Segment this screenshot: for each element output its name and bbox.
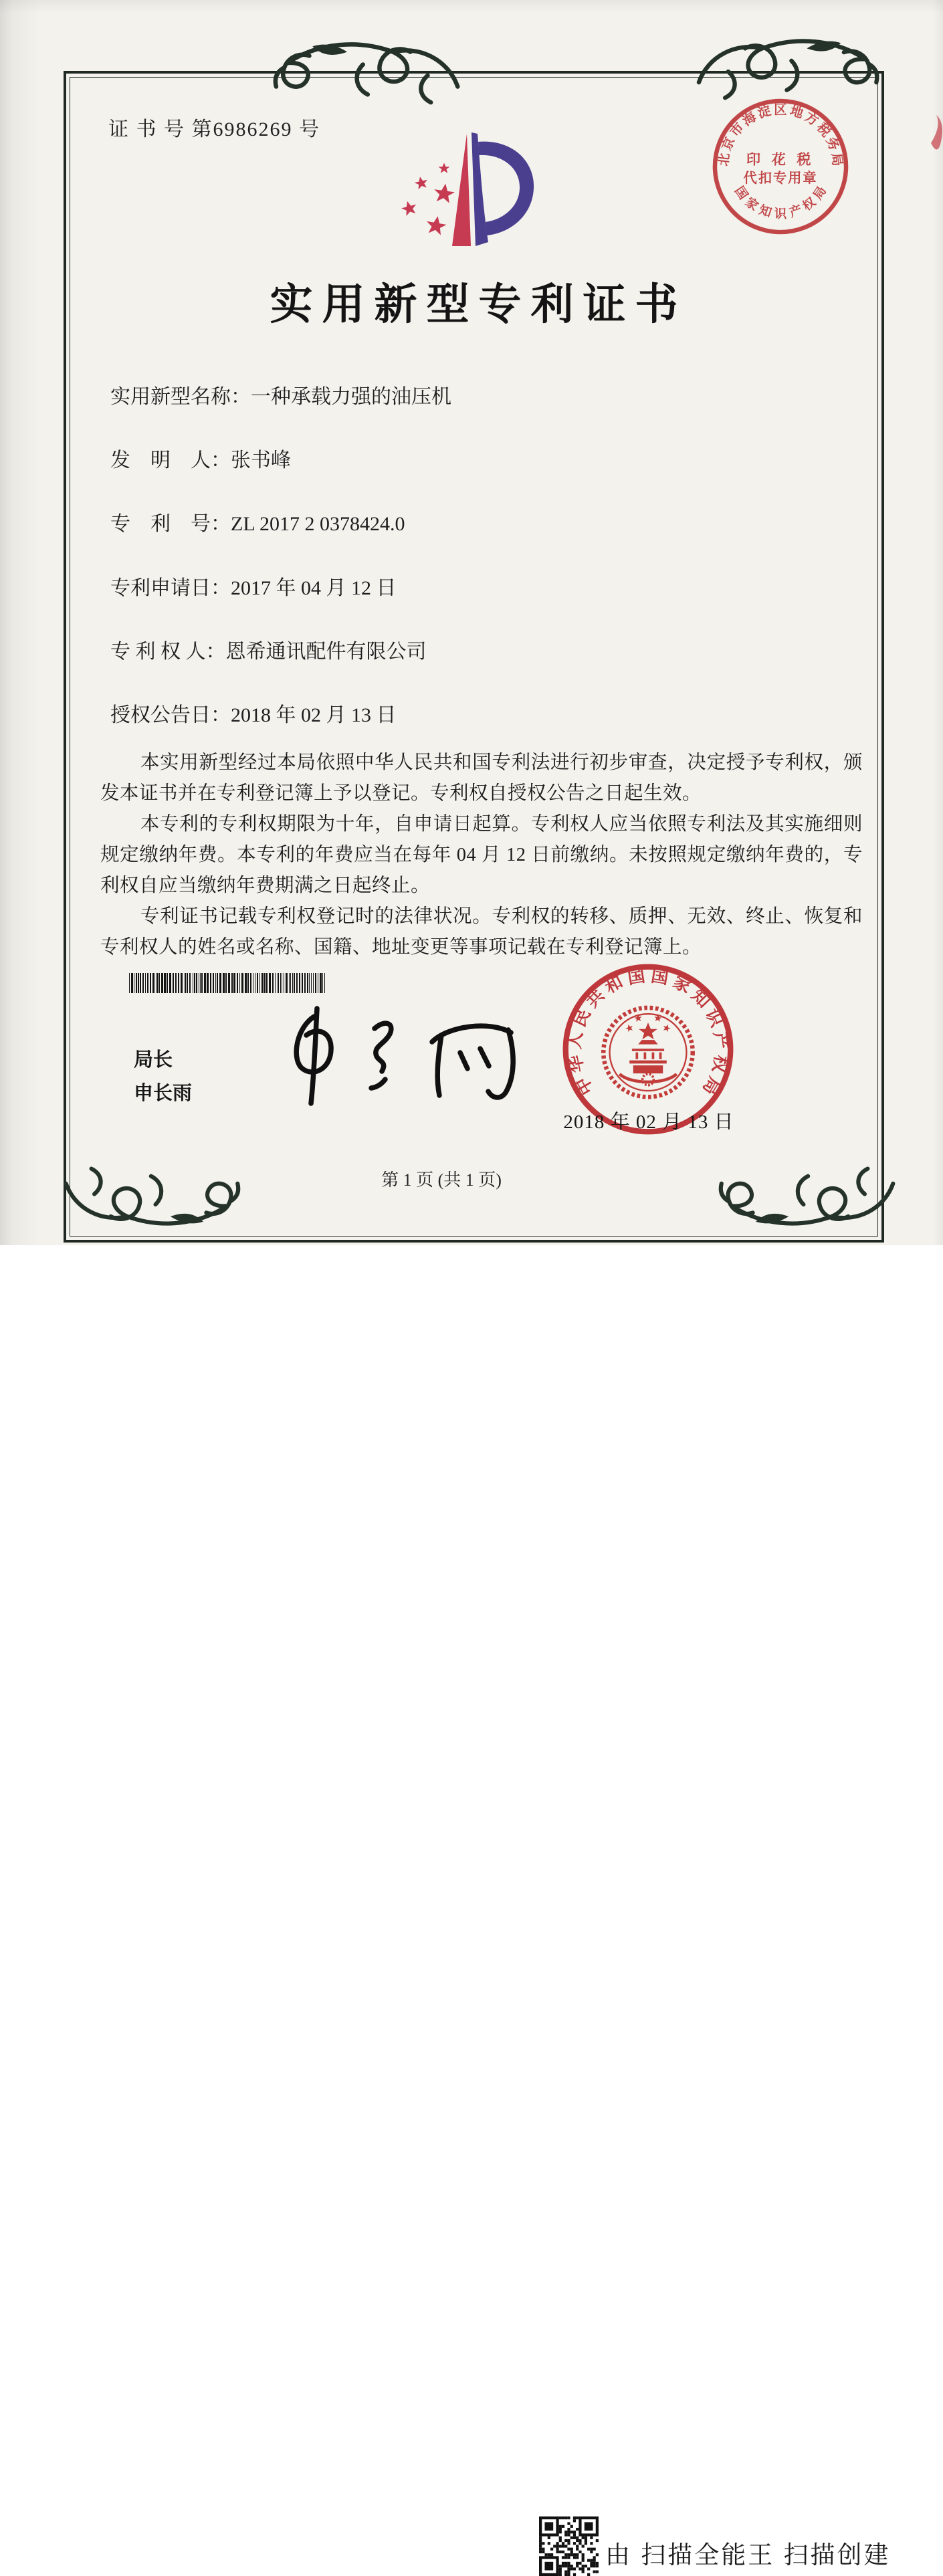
national-emblem-icon	[603, 1008, 692, 1097]
svg-text:区: 区	[774, 103, 787, 118]
svg-text:知: 知	[688, 985, 714, 1012]
field-label: 专利申请日：	[110, 577, 231, 599]
scan-credit-text: 由 扫描全能王 扫描创建	[605, 2541, 891, 2569]
svg-text:华: 华	[564, 1053, 588, 1075]
svg-text:税: 税	[813, 120, 833, 140]
svg-text:市: 市	[728, 120, 748, 140]
barcode	[129, 973, 326, 993]
legal-paragraph: 本实用新型经过本局依照中华人民共和国专利法进行初步审查，决定授予专利权，颁发本证书并在专利登记簿上予以登记。专利权自授权公告之日起生效。	[100, 752, 863, 804]
tax-stamp-seal	[706, 92, 855, 241]
svg-text:中: 中	[572, 1073, 598, 1099]
field-label: 专 利 号：	[110, 513, 231, 535]
svg-text:共: 共	[582, 985, 609, 1012]
flourish-ornament-icon	[253, 36, 467, 115]
page-number: 第 1 页 (共 1 页)	[381, 1170, 502, 1190]
svg-text:家: 家	[669, 972, 695, 997]
svg-text:产: 产	[788, 203, 804, 221]
field-value: 2018 年 02 月 13 日	[231, 704, 397, 726]
field-patent-number	[110, 507, 405, 536]
signer-name: 申长雨	[134, 1083, 193, 1104]
field-grant-date	[110, 698, 397, 728]
certificate-number: 证 书 号 第6986269 号	[108, 118, 320, 140]
field-filing-date	[110, 571, 397, 601]
field-value: 张书峰	[231, 449, 291, 471]
scan-artifact	[926, 104, 943, 151]
svg-text:方: 方	[802, 110, 821, 129]
svg-text:国: 国	[626, 966, 647, 988]
svg-text:产: 产	[710, 1031, 732, 1051]
field-value: ZL 2017 2 0378424.0	[231, 513, 405, 535]
field-inventor	[110, 443, 291, 473]
svg-text:和: 和	[601, 972, 627, 997]
svg-text:国: 国	[649, 966, 670, 988]
svg-text:务: 务	[823, 135, 841, 153]
svg-text:家: 家	[742, 195, 760, 214]
svg-text:北: 北	[716, 152, 733, 167]
field-value: 2017 年 04 月 12 日	[231, 577, 397, 599]
svg-text:地: 地	[788, 104, 805, 122]
field-label: 专 利 权 人：	[110, 641, 226, 663]
certificate-title: 实用新型专利证书	[270, 281, 688, 328]
field-label: 授权公告日：	[110, 704, 231, 726]
svg-text:识: 识	[702, 1006, 727, 1031]
svg-text:局: 局	[698, 1073, 724, 1099]
legal-paragraph: 本专利的专利权期限为十年，自申请日起算。专利权人应当依照专利法及其实施细则规定缴纳年费。本专利的年费应当在每年 04 月 12 日前缴纳。未按照规定缴纳年费的，专利权自应当缴纳年费期满之日起终止。	[100, 814, 863, 896]
svg-text:淀: 淀	[756, 104, 773, 122]
field-utility-model-name	[110, 380, 451, 409]
svg-text:识: 识	[774, 207, 787, 221]
svg-text:民: 民	[569, 1006, 595, 1031]
svg-text:权: 权	[708, 1053, 732, 1075]
svg-text:国: 国	[732, 184, 750, 203]
svg-text:知: 知	[757, 203, 773, 221]
commissioner-signature	[273, 1004, 534, 1111]
svg-text:京: 京	[720, 135, 738, 153]
field-label: 实用新型名称：	[110, 386, 251, 408]
signer-title: 局长	[134, 1049, 173, 1071]
field-label: 发 明 人：	[110, 449, 231, 471]
legal-paragraph: 专利证书记载专利权登记时的法律状况。专利权的转移、质押、无效、终止、恢复和专利权人的姓名或名称、国籍、地址变更等事项记载在专利登记簿上。	[100, 906, 863, 958]
svg-text:海: 海	[740, 110, 759, 129]
field-value: 恩希通讯配件有限公司	[225, 641, 427, 663]
svg-text:局: 局	[811, 184, 829, 203]
seal-date: 2018 年 02 月 13 日	[563, 1111, 734, 1133]
svg-text:人: 人	[564, 1031, 587, 1051]
tax-stamp-center-line2: 代扣专用章	[743, 171, 818, 187]
tax-stamp-center-line1: 印 花 税	[746, 151, 815, 168]
certificate-paper	[0, 0, 943, 1247]
svg-text:局: 局	[828, 152, 845, 167]
cnipa-logo-icon	[383, 127, 540, 264]
tax-stamp-arc-bottom	[732, 184, 829, 221]
svg-text:权: 权	[801, 195, 819, 214]
field-patentee	[110, 635, 427, 664]
field-value: 一种承载力强的油压机	[251, 386, 451, 408]
qr-code	[539, 2516, 599, 2576]
scanner-band	[0, 1245, 943, 2569]
legal-text	[100, 748, 863, 963]
